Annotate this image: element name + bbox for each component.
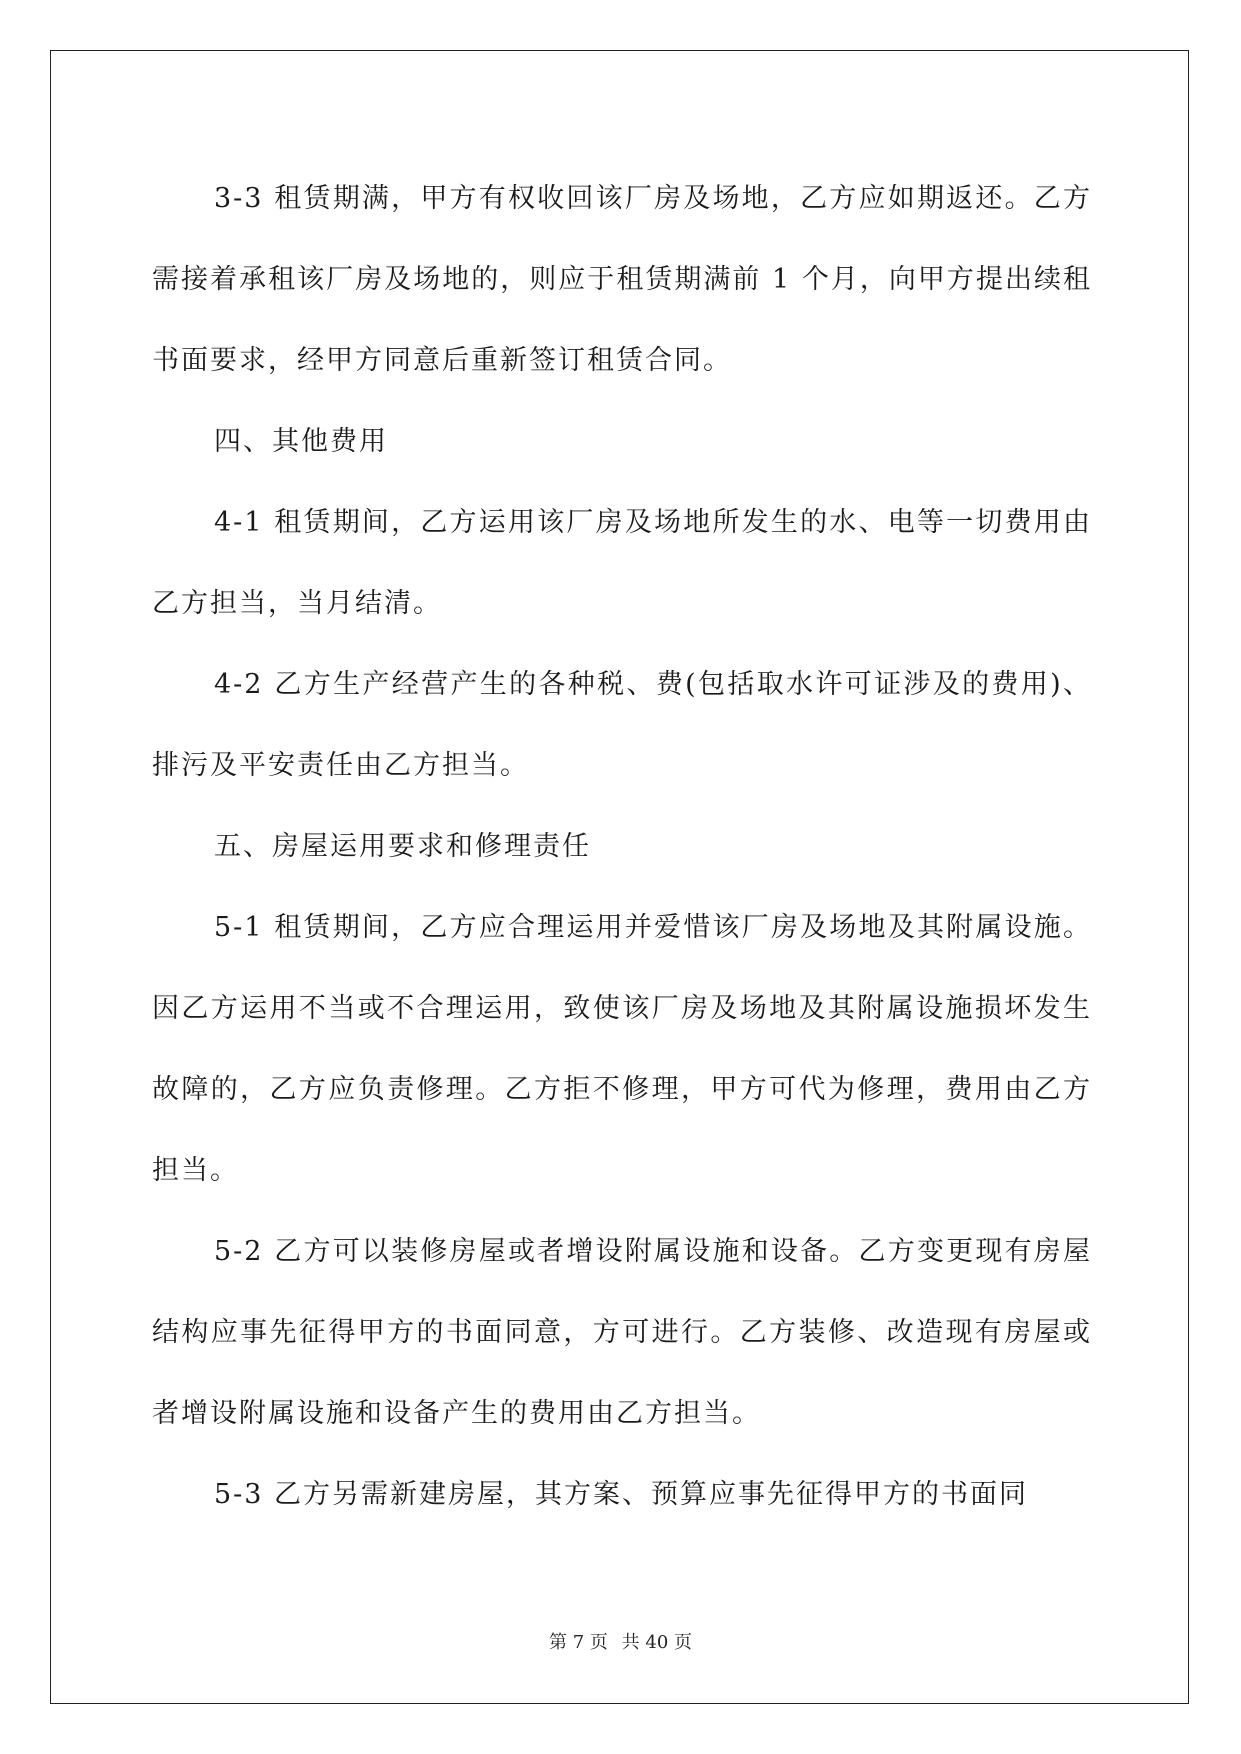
document-body	[152, 158, 1092, 1535]
paragraph-4-1: 4-1 租赁期间，乙方运用该厂房及场地所发生的水、电等一切费用由乙方担当，当月结清。	[152, 507, 1092, 619]
page-total: 共 40 页	[621, 1632, 692, 1653]
section-heading-usage-repair: 五、房屋运用要求和修理责任	[214, 831, 591, 862]
page-number: 第 7 页	[549, 1632, 608, 1653]
page-footer	[0, 1628, 1241, 1654]
section-heading-other-fees: 四、其他费用	[214, 426, 388, 457]
paragraph-4-2: 4-2 乙方生产经营产生的各种税、费(包括取水许可证涉及的费用)、排污及平安责任由乙方担当。	[152, 669, 1092, 781]
paragraph-5-3: 5-3 乙方另需新建房屋，其方案、预算应事先征得甲方的书面同	[214, 1479, 1029, 1510]
paragraph-5-1: 5-1 租赁期间，乙方应合理运用并爱惜该厂房及场地及其附属设施。因乙方运用不当或不合理运用，致使该厂房及场地及其附属设施损坏发生故障的，乙方应负责修理。乙方拒不修理，甲方可代为修理，费用由乙方担当。	[152, 912, 1092, 1186]
paragraph-3-3: 3-3 租赁期满，甲方有权收回该厂房及场地，乙方应如期返还。乙方需接着承租该厂房及场地的，则应于租赁期满前 1 个月，向甲方提出续租书面要求，经甲方同意后重新签订租赁合同。	[152, 183, 1092, 376]
paragraph-5-2: 5-2 乙方可以装修房屋或者增设附属设施和设备。乙方变更现有房屋结构应事先征得甲方的书面同意，方可进行。乙方装修、改造现有房屋或者增设附属设施和设备产生的费用由乙方担当。	[152, 1236, 1092, 1429]
